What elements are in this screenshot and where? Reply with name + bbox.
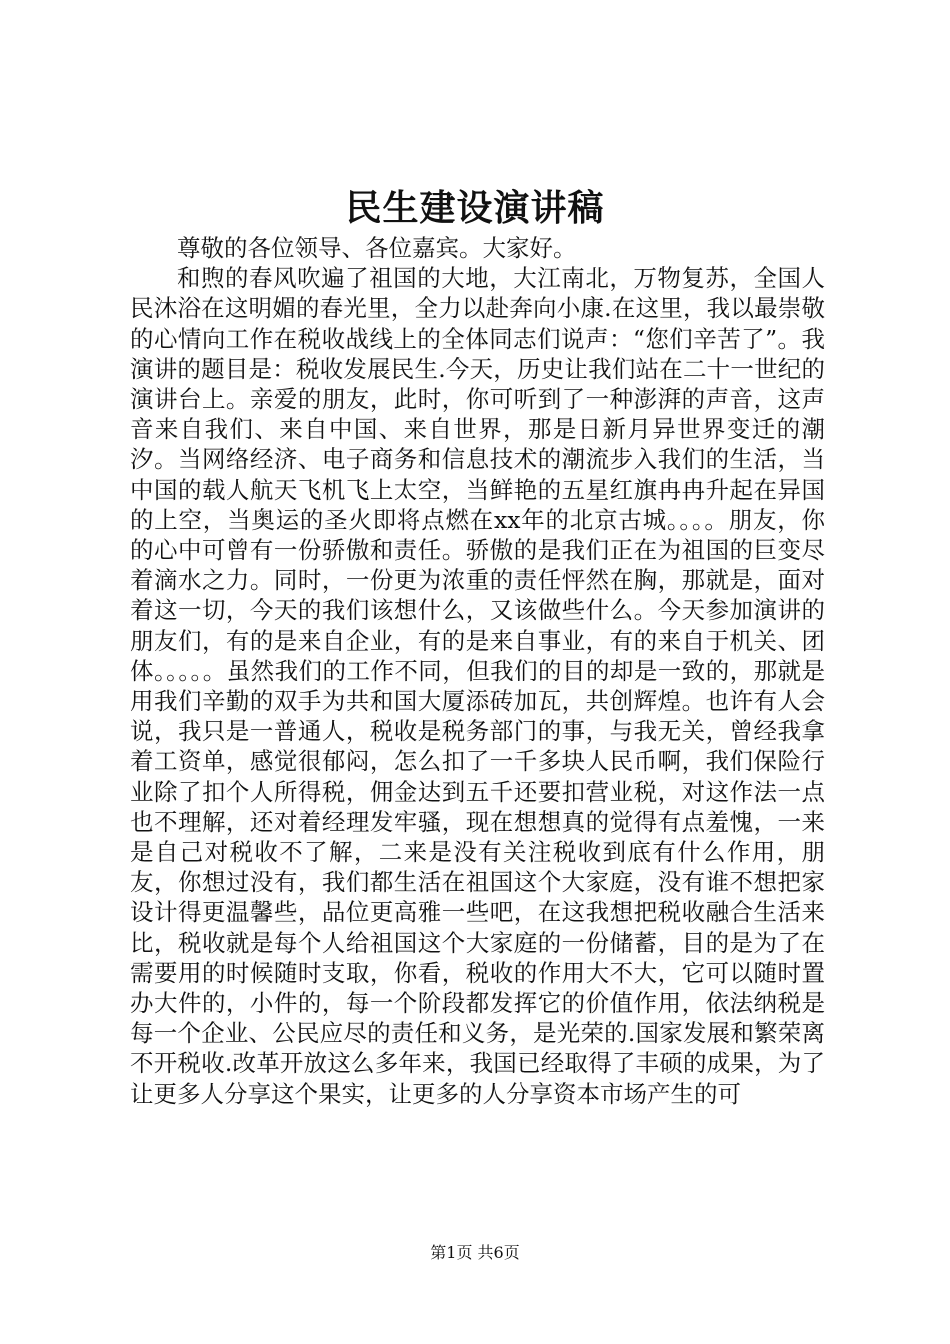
greeting-paragraph: 尊敬的各位领导、各位嘉宾。大家好。 bbox=[177, 234, 577, 262]
document-body bbox=[130, 233, 825, 1109]
document-title: 民生建设演讲稿 bbox=[345, 187, 605, 229]
speech-paragraph: 和煦的春风吹遍了祖国的大地，大江南北，万物复苏，全国人民沐浴在这明媚的春光里，全力以赴奔向小康.在这里，我以最崇敬的心情向工作在税收战线上的全体同志们说声：“您们辛苦了”。我演讲的题目是：税收发展民生.今天，历史让我们站在二十一世纪的演讲台上。亲爱的朋友，此时，你可听到了一种澎湃的声音，这声音来自我们、来自中国、来自世界，那是日新月异世界变迁的潮汐。当网络经济、电子商务和信息技术的潮流步入我们的生活，当中国的载人航天飞机飞上太空，当鲜艳的五星红旗冉冉升起在异国的上空，当奥运的圣火即将点燃在xx年的北京古城。。。。朋友，你的心中可曾有一份骄傲和责任。骄傲的是我们正在为祖国的巨变尽着滴水之力。同时，一份更为浓重的责任怦然在胸，那就是，面对着这一切，今天的我们该想什么，又该做些什么。今天参加演讲的朋友们，有的是来自企业，有的是来自事业，有的来自于机关、团体。。。。。虽然我们的工作不同，但我们的目的却是一致的，那就是用我们辛勤的双手为共和国大厦添砖加瓦，共创辉煌。也许有人会说，我只是一普通人，税收是税务部门的事，与我无关，曾经我拿着工资单，感觉很郁闷，怎么扣了一千多块人民币啊，我们保险行业除了扣个人所得税，佣金达到五千还要扣营业税，对这作法一点也不理解，还对着经理发牢骚，现在想想真的觉得有点羞愧，一来是自己对税收不了解，二来是没有关注税收到底有什么作用，朋友，你想过没有，我们都生活在祖国这个大家庭，没有谁不想把家设计得更温馨些，品位更高雅一些吧，在这我想把税收融合生活来比，税收就是每个人给祖国这个大家庭的一份储蓄，目的是为了在需要用的时候随时支取，你看，税收的作用大不大，它可以随时置办大件的，小件的，每一个阶段都发挥它的价值作用，依法纳税是每一个企业、公民应尽的责任和义务，是光荣的.国家发展和繁荣离不开税收.改革开放这么多年来，我国已经取得了丰硕的成果，为了让更多人分享这个果实，让更多的人分享资本市场产生的可 bbox=[130, 264, 825, 1108]
page-number-footer: 第1页 共6页 bbox=[430, 1243, 520, 1262]
